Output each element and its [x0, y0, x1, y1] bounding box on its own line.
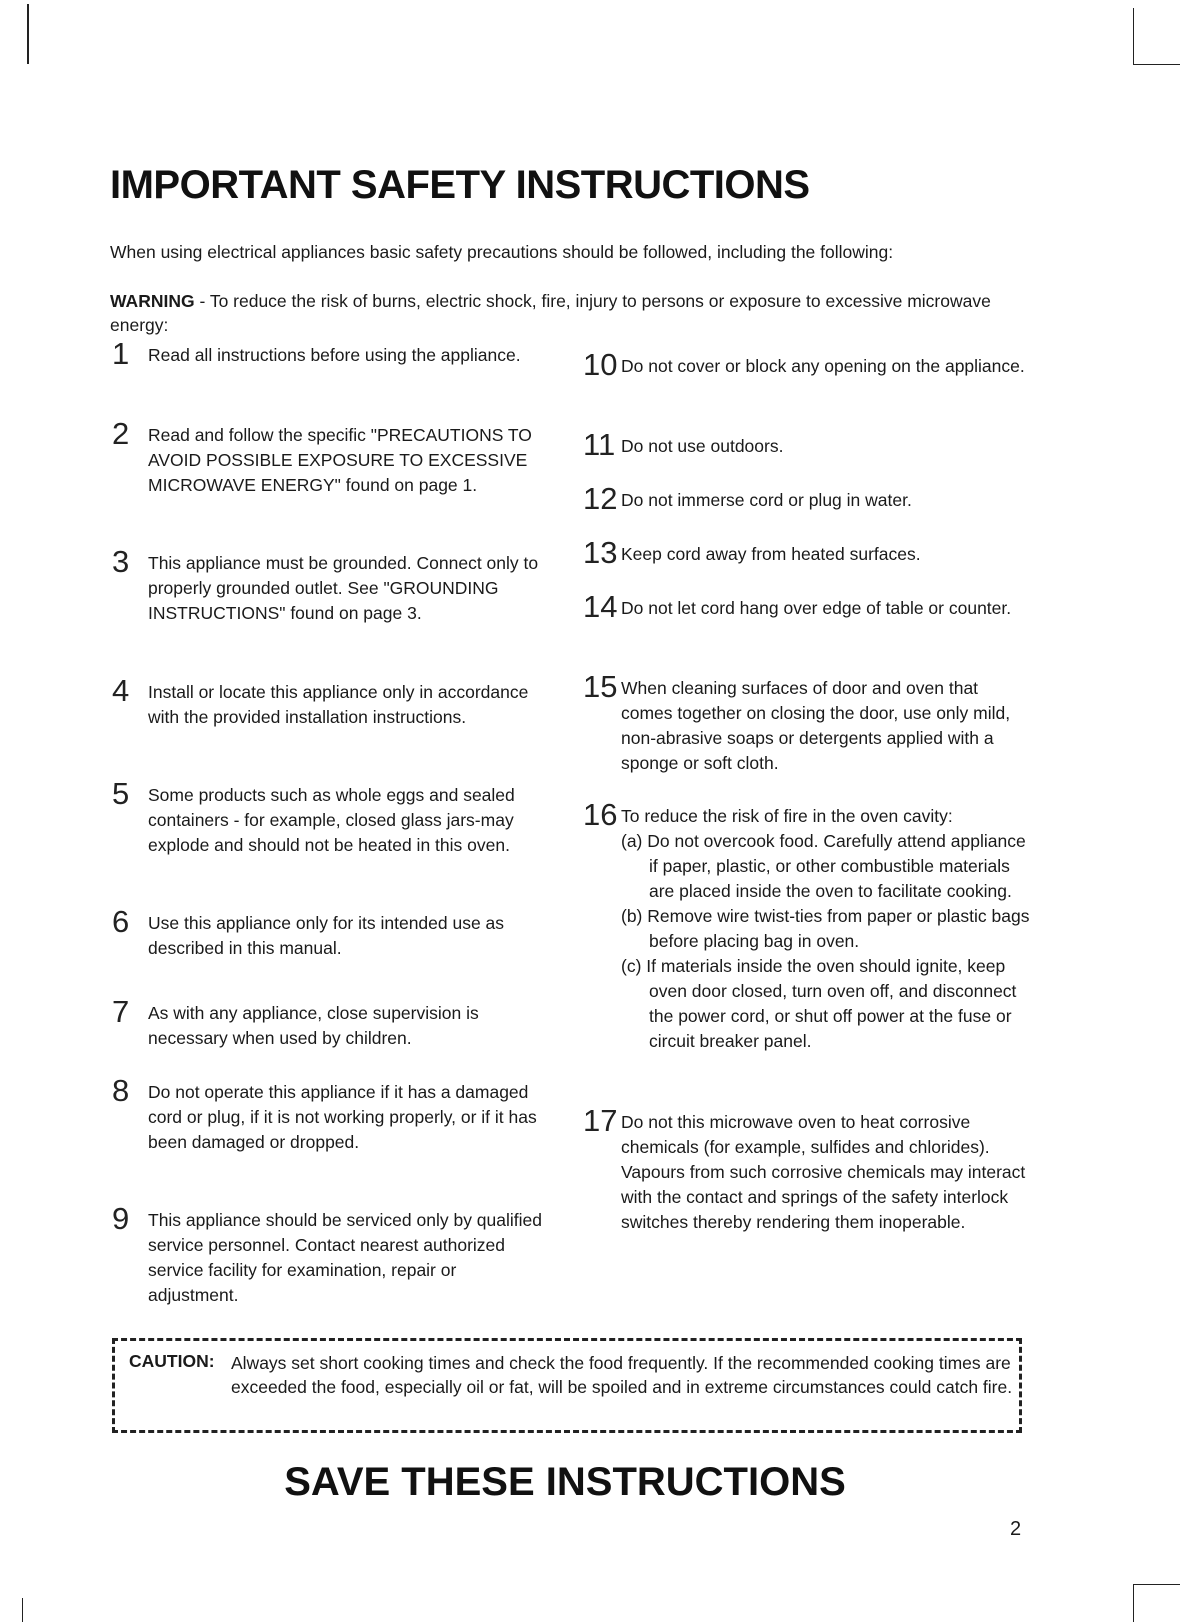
sub-item-a: (a) Do not overcook food. Carefully attend appliance if paper, plastic, or other combustible materials are placed inside the oven to facilitate cooking. — [621, 831, 1026, 901]
sub-item-b: (b) Remove wire twist-ties from paper or plastic bags before placing bag in oven. — [621, 906, 1030, 951]
item-text: Do not immerse cord or plug in water. — [621, 490, 912, 510]
scan-corner-line — [1133, 64, 1180, 65]
intro-text: When using electrical appliances basic safety precautions should be followed, including the following: — [110, 242, 894, 262]
item-number: 15 — [583, 669, 618, 704]
item-text: This appliance should be serviced only by qualified service personnel. Contact nearest authorized service facility for examination, repair or adjustment. — [148, 1210, 542, 1305]
warning-text: - To reduce the risk of burns, electric shock, fire, injury to persons or exposure to excessive microwave energy: — [110, 291, 991, 335]
sub-item-c: (c) If materials inside the oven should ignite, keep oven door closed, turn oven off, and disconnect the power cord, or shut off power at the fuse or circuit breaker panel. — [621, 956, 1017, 1051]
item-number: 11 — [583, 427, 616, 462]
item-text — [621, 804, 1031, 1054]
item-text: Do not this microwave oven to heat corrosive chemicals (for example, sulfides and chlorides). Vapours from such corrosive chemicals may interact with the contact and springs of the safety interlock switches thereby rendering them inoperable. — [621, 1112, 1026, 1232]
item-number: 4 — [112, 673, 130, 708]
item-number: 8 — [112, 1073, 130, 1108]
item-text-lead: To reduce the risk of fire in the oven cavity: — [621, 806, 953, 826]
scan-margin-line — [22, 1598, 23, 1622]
page-title: IMPORTANT SAFETY INSTRUCTIONS — [110, 163, 810, 207]
caution-box — [112, 1338, 1022, 1433]
item-number: 10 — [583, 347, 618, 382]
item-number: 7 — [112, 994, 130, 1029]
item-text: Read all instructions before using the appliance. — [148, 345, 521, 365]
scan-corner-line — [1133, 1584, 1134, 1622]
item-number: 12 — [583, 481, 618, 516]
item-number: 2 — [112, 416, 130, 451]
item-text: Read and follow the specific "PRECAUTIONS TO AVOID POSSIBLE EXPOSURE TO EXCESSIVE MICROWAVE ENERGY" found on page 1. — [148, 425, 532, 495]
item-text: Do not use outdoors. — [621, 436, 784, 456]
item-text: Do not operate this appliance if it has a damaged cord or plug, if it is not working properly, or if it has been damaged or dropped. — [148, 1082, 537, 1152]
item-number: 3 — [112, 544, 130, 579]
item-text: As with any appliance, close supervision is necessary when used by children. — [148, 1003, 479, 1048]
item-text: When cleaning surfaces of door and oven that comes together on closing the door, use only mild, non-abrasive soaps or detergents applied with a sponge or soft cloth. — [621, 678, 1011, 773]
item-number: 5 — [112, 776, 130, 811]
item-text: This appliance must be grounded. Connect only to properly grounded outlet. See "GROUNDING INSTRUCTIONS" found on page 3. — [148, 553, 539, 623]
caution-label: CAUTION: — [129, 1351, 215, 1371]
item-number: 13 — [583, 535, 618, 570]
item-text: Do not cover or block any opening on the appliance. — [621, 356, 1025, 376]
save-instructions-heading: SAVE THESE INSTRUCTIONS — [284, 1460, 846, 1504]
item-number: 1 — [112, 336, 130, 371]
item-text: Some products such as whole eggs and sealed containers - for example, closed glass jars-may explode and should not be heated in this oven. — [148, 785, 515, 855]
item-text: Keep cord away from heated surfaces. — [621, 544, 921, 564]
item-number: 14 — [583, 589, 618, 624]
scan-margin-line — [27, 4, 29, 64]
item-number: 6 — [112, 904, 130, 939]
item-text: Install or locate this appliance only in accordance with the provided installation instructions. — [148, 682, 529, 727]
page-number: 2 — [1010, 1518, 1022, 1540]
warning-paragraph — [110, 289, 1010, 337]
scan-corner-line — [1133, 8, 1134, 64]
item-text: Do not let cord hang over edge of table or counter. — [621, 598, 1012, 618]
caution-text: Always set short cooking times and check the food frequently. If the recommended cooking times are exceeded the food, especially oil or fat, will be spoiled and in extreme circumstances could catch fire. — [231, 1353, 1013, 1397]
item-number: 17 — [583, 1103, 618, 1138]
item-number: 16 — [583, 797, 618, 832]
warning-label: WARNING — [110, 291, 195, 311]
item-number: 9 — [112, 1201, 130, 1236]
scan-corner-line — [1133, 1584, 1180, 1585]
item-text: Use this appliance only for its intended use as described in this manual. — [148, 913, 505, 958]
